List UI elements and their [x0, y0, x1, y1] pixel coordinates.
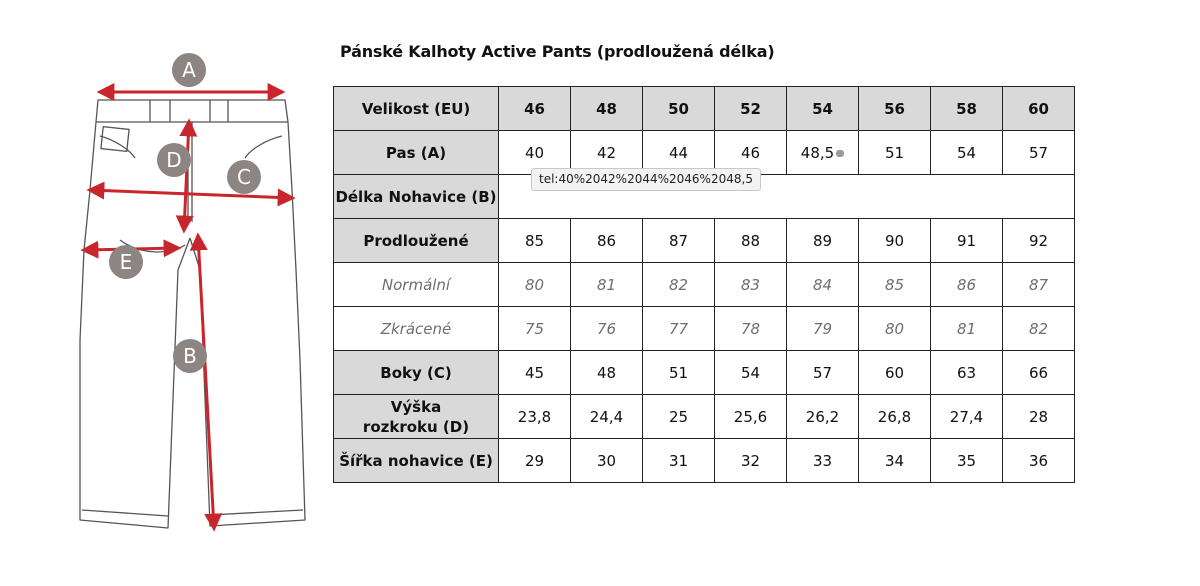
table-row-sirka — [334, 439, 1075, 483]
size-56: 56 — [859, 87, 931, 131]
table-cell: 87 — [643, 219, 715, 263]
table-cell: 75 — [499, 307, 571, 351]
table-cell: 51 — [859, 131, 931, 175]
table-cell: 51 — [643, 351, 715, 395]
row-label: Prodloužené — [334, 219, 499, 263]
table-cell: 81 — [571, 263, 643, 307]
table-cell: 57 — [1003, 131, 1075, 175]
header-label: Velikost (EU) — [334, 87, 499, 131]
table-cell: 34 — [859, 439, 931, 483]
table-cell: 33 — [787, 439, 859, 483]
badge-e: E — [119, 250, 133, 274]
table-cell: 29 — [499, 439, 571, 483]
table-cell: 82 — [643, 263, 715, 307]
table-cell: 66 — [1003, 351, 1075, 395]
table-cell: 85 — [499, 219, 571, 263]
table-cell: 25,6 — [715, 395, 787, 439]
table-cell: 84 — [787, 263, 859, 307]
table-cell: 26,8 — [859, 395, 931, 439]
size-table — [333, 86, 1075, 483]
table-cell: 80 — [859, 307, 931, 351]
table-cell: 89 — [787, 219, 859, 263]
table-cell: 45 — [499, 351, 571, 395]
table-cell: 46 — [715, 131, 787, 175]
size-58: 58 — [931, 87, 1003, 131]
row-label — [334, 395, 499, 439]
table-cell: 83 — [715, 263, 787, 307]
pants-diagram — [60, 40, 340, 550]
phone-link-tooltip: tel:40%2042%2044%2046%2048,5 — [531, 168, 761, 191]
table-cell: 31 — [643, 439, 715, 483]
table-cell: 92 — [1003, 219, 1075, 263]
row-label-line1: Výška — [390, 397, 442, 416]
table-row-boky — [334, 351, 1075, 395]
table-cell: 24,4 — [571, 395, 643, 439]
size-52: 52 — [715, 87, 787, 131]
row-label: Šířka nohavice (E) — [334, 439, 499, 483]
table-cell: 63 — [931, 351, 1003, 395]
table-cell: 77 — [643, 307, 715, 351]
size-50: 50 — [643, 87, 715, 131]
table-cell: 32 — [715, 439, 787, 483]
table-cell: 48 — [571, 351, 643, 395]
table-cell: 79 — [787, 307, 859, 351]
table-cell: 44 — [643, 131, 715, 175]
table-cell: 42 — [571, 131, 643, 175]
size-60: 60 — [1003, 87, 1075, 131]
table-cell: 81 — [931, 307, 1003, 351]
table-cell: 90 — [859, 219, 931, 263]
pants-outline — [80, 100, 305, 528]
pants-drawing — [60, 40, 340, 550]
badge-d: D — [166, 148, 182, 172]
table-cell: 82 — [1003, 307, 1075, 351]
page-title: Pánské Kalhoty Active Pants (prodloužená délka) — [340, 42, 775, 61]
table-cell: 25 — [643, 395, 715, 439]
table-row-vyska — [334, 395, 1075, 439]
row-label: Zkrácené — [334, 307, 499, 351]
table-cell: 35 — [931, 439, 1003, 483]
table-cell: 86 — [571, 219, 643, 263]
table-cell: 60 — [859, 351, 931, 395]
arrow-b — [198, 236, 214, 528]
table-cell: 27,4 — [931, 395, 1003, 439]
table-cell: 28 — [1003, 395, 1075, 439]
table-cell: 36 — [1003, 439, 1075, 483]
phone-link-icon[interactable] — [836, 150, 844, 157]
table-cell: 40 — [499, 131, 571, 175]
size-48: 48 — [571, 87, 643, 131]
table-cell: 76 — [571, 307, 643, 351]
table-cell-phone-link[interactable] — [787, 131, 859, 175]
table-cell: 78 — [715, 307, 787, 351]
table-cell: 87 — [1003, 263, 1075, 307]
table-row-prodlouzene — [334, 219, 1075, 263]
row-label-line2: rozkroku (D) — [362, 417, 470, 436]
badge-b: B — [183, 344, 197, 368]
table-cell: 57 — [787, 351, 859, 395]
table-cell: 80 — [499, 263, 571, 307]
table-row-normalni — [334, 263, 1075, 307]
row-label: Délka Nohavice (B) — [334, 175, 499, 219]
table-cell: 86 — [931, 263, 1003, 307]
table-row-header — [334, 87, 1075, 131]
table-row-zkracene — [334, 307, 1075, 351]
size-54: 54 — [787, 87, 859, 131]
size-46: 46 — [499, 87, 571, 131]
table-cell: 30 — [571, 439, 643, 483]
badge-a: A — [182, 58, 196, 82]
arrow-c — [90, 190, 292, 198]
table-cell: 54 — [715, 351, 787, 395]
table-cell-text: 48,5 — [800, 143, 835, 162]
row-label: Pas (A) — [334, 131, 499, 175]
table-cell: 23,8 — [499, 395, 571, 439]
row-label: Boky (C) — [334, 351, 499, 395]
badge-c: C — [237, 165, 251, 189]
table-cell: 85 — [859, 263, 931, 307]
table-cell: 54 — [931, 131, 1003, 175]
row-label: Normální — [334, 263, 499, 307]
table-cell: 26,2 — [787, 395, 859, 439]
table-cell: 91 — [931, 219, 1003, 263]
table-cell: 88 — [715, 219, 787, 263]
